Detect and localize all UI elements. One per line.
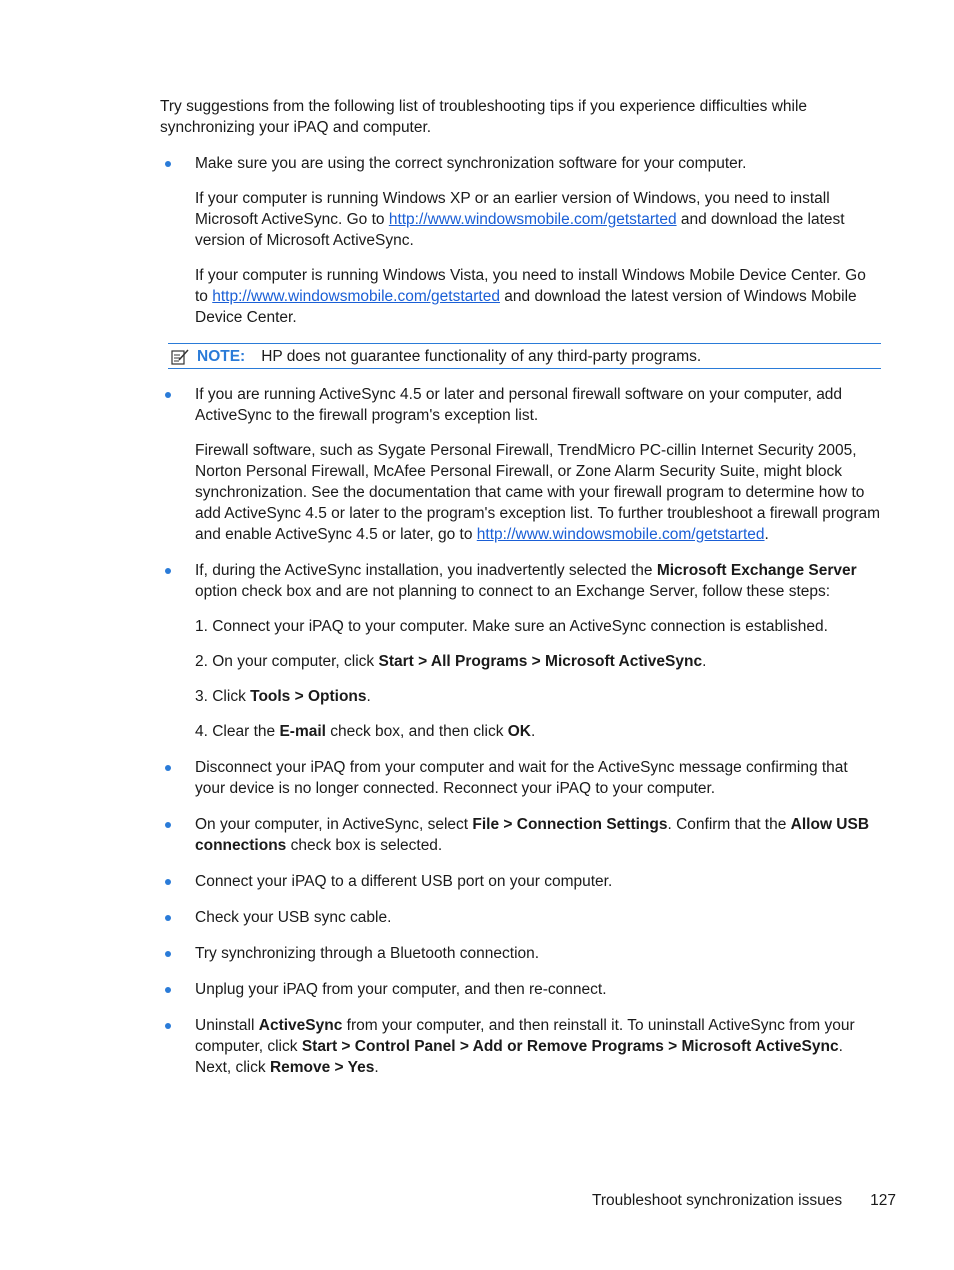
note-label: NOTE: xyxy=(197,348,246,365)
list-item xyxy=(160,814,882,856)
page-number: 127 xyxy=(870,1192,896,1209)
getstarted-link[interactable]: http://www.windowsmobile.com/getstarted xyxy=(388,211,677,228)
list-item xyxy=(160,871,882,892)
list-item xyxy=(160,1015,882,1078)
bullet-text: Unplug your iPAQ from your computer, and then re-connect. xyxy=(195,981,607,998)
bullet-text: Try synchronizing through a Bluetooth connection. xyxy=(195,945,540,962)
intro-paragraph: Try suggestions from the following list of troubleshooting tips if you experience difficulties while synchronizing your iPAQ and computer. xyxy=(160,98,808,136)
sub-paragraph: If your computer is running Windows XP or an earlier version of Windows, you need to install Microsoft ActiveSync. Go to http://www.windowsmobile.com/getstarted and download the latest version of Microsoft ActiveSync. xyxy=(195,190,845,249)
note-text: HP does not guarantee functionality of any third-party programs. xyxy=(261,348,702,365)
step-4: 4. Clear the E-mail check box, and then click OK. xyxy=(195,723,536,740)
bullet-text: Connect your iPAQ to a different USB port on your computer. xyxy=(195,873,613,890)
list-item xyxy=(160,757,882,799)
document-body xyxy=(160,96,882,1093)
note-box xyxy=(168,343,881,369)
bullet-text: Uninstall ActiveSync from your computer, and then reinstall it. To uninstall ActiveSync from your computer, click Start > Control Panel > Add or Remove Programs > Microsoft ActiveSync. Next, click Remove > Yes. xyxy=(195,1017,855,1076)
sub-paragraph: If your computer is running Windows Vista, you need to install Windows Mobile Device Center. Go to http://www.windowsmobile.com/getstarted and download the latest version of Windows Mobile Device Center. xyxy=(195,267,866,326)
bullet-text: If, during the ActiveSync installation, you inadvertently selected the Microsoft Exchange Server option check box and are not planning to connect to an Exchange Server, follow these steps: xyxy=(195,562,857,600)
step-3: 3. Click Tools > Options. xyxy=(195,688,371,705)
bullet-text: On your computer, in ActiveSync, select File > Connection Settings. Confirm that the Allow USB connections check box is selected. xyxy=(195,816,870,854)
step-2: 2. On your computer, click Start > All Programs > Microsoft ActiveSync. xyxy=(195,653,707,670)
step-1: 1. Connect your iPAQ to your computer. Make sure an ActiveSync connection is established. xyxy=(195,618,828,635)
getstarted-link[interactable]: http://www.windowsmobile.com/getstarted xyxy=(476,526,765,543)
note-pad-icon xyxy=(170,348,190,366)
getstarted-link[interactable]: http://www.windowsmobile.com/getstarted xyxy=(212,288,500,305)
bullet-text: Disconnect your iPAQ from your computer and wait for the ActiveSync message confirming that your device is no longer connected. Reconnect your iPAQ to your computer. xyxy=(195,759,848,797)
page-footer xyxy=(592,1190,896,1211)
list-item xyxy=(160,560,882,742)
sub-paragraph: Firewall software, such as Sygate Personal Firewall, TrendMicro PC-cillin Internet Security 2005, Norton Personal Firewall, McAfee Personal Firewall, or Zone Alarm Security Suite, might block synchronization. See the documentation that came with your firewall program to determine how to add ActiveSync 4.5 or later to the program's exception list. To further troubleshoot a firewall program and enable ActiveSync 4.5 or later, go to http://www.windowsmobile.com/getstarted. xyxy=(195,442,881,543)
bullet-text: Make sure you are using the correct synchronization software for your computer. xyxy=(195,155,747,172)
footer-section-title: Troubleshoot synchronization issues xyxy=(591,1192,843,1209)
list-item xyxy=(160,153,882,328)
bullet-text: If you are running ActiveSync 4.5 or later and personal firewall software on your computer, add ActiveSync to the firewall program's exception list. xyxy=(195,386,843,424)
list-item xyxy=(160,384,882,545)
list-item xyxy=(160,907,882,928)
list-item xyxy=(160,943,882,964)
bullet-text: Check your USB sync cable. xyxy=(195,909,392,926)
list-item xyxy=(160,979,882,1000)
